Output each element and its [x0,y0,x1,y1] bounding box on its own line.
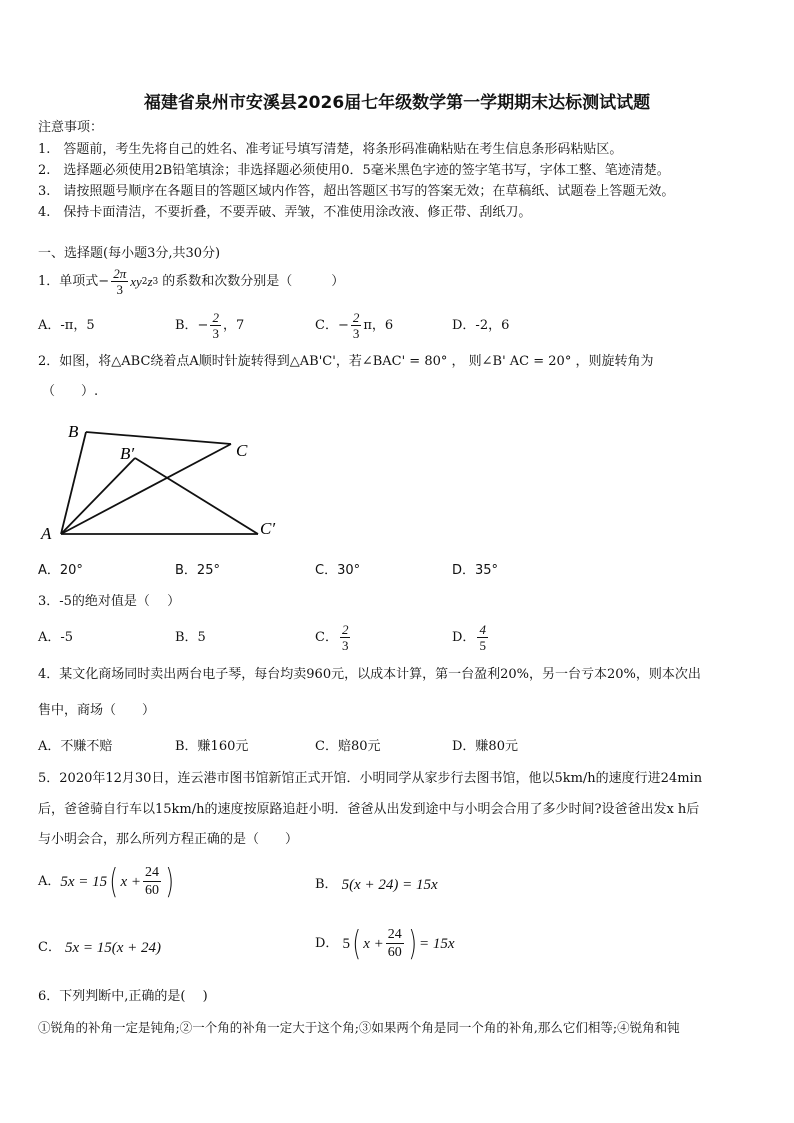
q5-d-frac [386,926,404,961]
q2-option-d: D．35° [452,563,499,578]
q5-a-den: 60 [144,883,159,898]
q3-c-den: 3 [341,638,349,653]
notice-item-1: 1. 答题前，考生先将自己的姓名、准考证号填写清楚，将条形码准确粘贴在考生信息条形码粘贴区。 [38,142,623,157]
q5-d-num: 24 [387,927,402,942]
q1-option-c [315,310,393,341]
q5-option-c [38,940,161,956]
q3-d-num: 4 [479,622,486,637]
q1-b-pre: B．− [175,317,209,333]
q5-a-num: 24 [144,865,159,880]
q5-a-lhs: 5x = 15 [60,873,108,890]
q2-option-a: A．20° [38,563,83,578]
q5-d-label: D． [315,935,339,951]
question-5-stem-line1: 5．2020年12月30日，连云港市图书馆新馆正式开馆．小明同学从家步行去图书馆，他以5km/h的速度行进24min [38,771,703,786]
label-c: C [236,441,248,460]
q4-option-d: D．赚80元 [452,739,518,754]
q5-d-den: 60 [387,945,402,960]
q3-d-pre: D． [452,629,476,645]
q5-b-expr: 5(x + 24) = 15x [341,877,438,893]
segment-bc [86,432,231,444]
question-1-stem [38,266,344,297]
notice-heading: 注意事项： [38,120,104,135]
q3-option-a: A．-5 [38,630,74,645]
q5-a-paren-open: ( [109,861,119,902]
q5-a-inner: x + [120,873,141,890]
notice-item-3: 3. 请按照题号顺序在各题目的答题区域内作答，超出答题区书写的答案无效；在草稿纸、试题卷上答题无效。 [38,184,675,199]
q5-d-coef: 5 [342,935,350,952]
q1-frac-num: 2π [113,266,127,281]
q5-option-a [38,861,176,902]
q1-option-d: D．-2，6 [452,318,510,333]
q1-c-den: 3 [352,326,360,341]
q5-option-b [315,877,438,893]
q4-option-a: A．不赚不赔 [38,739,113,754]
q5-d-paren-close: ) [408,923,417,964]
q3-d-den: 5 [479,638,486,653]
q3-d-frac [477,622,488,653]
q5-d-rhs: = 15x [419,935,455,952]
q1-c-frac [351,310,362,341]
q1-exp-z: 3 [152,276,159,287]
q1-pre: 单项式− [59,273,110,289]
q1-option-b [175,310,244,341]
q1-c-num: 2 [352,310,360,325]
q1-frac-den: 3 [116,282,123,297]
question-5-stem-line2: 后，爸爸骑自行车以15km/h的速度按原路追赶小明．爸爸从出发到途中与小明会合用了多少时间?设爸爸出发x h后 [38,802,700,817]
q1-post: 的系数和次数分别是（ ） [162,273,345,289]
q1-c-pre: C．− [315,317,349,333]
q5-d-inner: x + [363,935,384,952]
segment-ab [61,432,86,534]
page-title: 福建省泉州市安溪县2026届七年级数学第一学期期末达标测试试题 [143,93,651,113]
q1-b-frac [210,310,221,341]
label-b-prime: B′ [120,444,135,463]
q1-vars: xy [130,273,142,289]
q4-option-b: B．赚160元 [175,739,249,754]
q1-b-post: ，7 [222,317,245,333]
question-2-stem-line2: （ ）. [42,384,99,399]
q1-b-den: 3 [212,326,219,341]
q3-c-num: 2 [341,622,349,637]
q1-b-num: 2 [212,310,219,325]
triangle-rotation-figure [38,418,288,546]
q1-c-post: π，6 [363,317,394,333]
q3-option-b: B．5 [175,630,206,645]
q1-option-a: A．-π，5 [38,318,95,333]
question-6-stem: 6．下列判断中,正确的是( ) [38,989,208,1004]
q4-option-c: C．赔80元 [315,739,381,754]
question-3-stem: 3．-5的绝对值是（ ） [38,594,181,609]
q5-a-label: A． [38,873,61,889]
q5-option-d [315,923,455,964]
question-6-line1: ①锐角的补角一定是钝角;②一个角的补角一定大于这个角;③如果两个角是同一个角的补角,那么它们相等;④锐角和钝 [38,1020,680,1035]
q3-option-d [452,622,490,653]
question-4-stem-line2: 售中，商场（ ） [38,703,156,718]
q3-c-frac [340,622,351,653]
q5-b-label: B． [315,877,338,892]
q2-option-c: C．30° [315,563,361,578]
question-5-stem-line3: 与小明会合，那么所列方程正确的是（ ） [38,832,299,847]
notice-item-4: 4. 保持卡面清洁，不要折叠，不要弄破、弄皱，不准使用涂改液、修正带、刮纸刀。 [38,205,532,220]
q1-var-z: z [147,273,153,289]
segment-ab-prime [61,458,135,534]
q5-c-label: C． [38,940,61,955]
q1-exp-y: 2 [141,276,148,287]
q2-option-b: B．25° [175,563,220,578]
q5-a-frac [143,864,161,899]
segment-ac [61,444,231,534]
question-2-stem-line1: 2．如图，将△ABC绕着点A顺时针旋转得到△AB'C'，若∠BAC' = 80° ， 则∠B' AC = 20° ，则旋转角为 [38,354,654,369]
q5-a-paren-close: ) [165,861,174,902]
q3-c-pre: C． [315,629,338,645]
q5-d-paren-open: ( [352,923,361,964]
section-heading: 一、选择题(每小题3分,共30分) [38,246,221,261]
segment-bc-prime [135,458,258,534]
q1-number: 1． [38,273,60,289]
label-c-prime: C′ [260,519,276,538]
q1-fraction [111,266,128,297]
q5-c-expr: 5x = 15(x + 24) [64,940,162,956]
label-a: A [41,524,52,543]
q3-option-c [315,622,352,653]
notice-item-2: 2. 选择题必须使用2B铅笔填涂；非选择题必须使用0．5毫米黑色字迹的签字笔书写，字体工整、笔迹清楚。 [38,163,670,178]
question-4-stem-line1: 4．某文化商场同时卖出两台电子琴，每台均卖960元，以成本计算，第一台盈利20%，另一台亏本20%，则本次出 [38,667,701,682]
label-b: B [68,422,79,441]
